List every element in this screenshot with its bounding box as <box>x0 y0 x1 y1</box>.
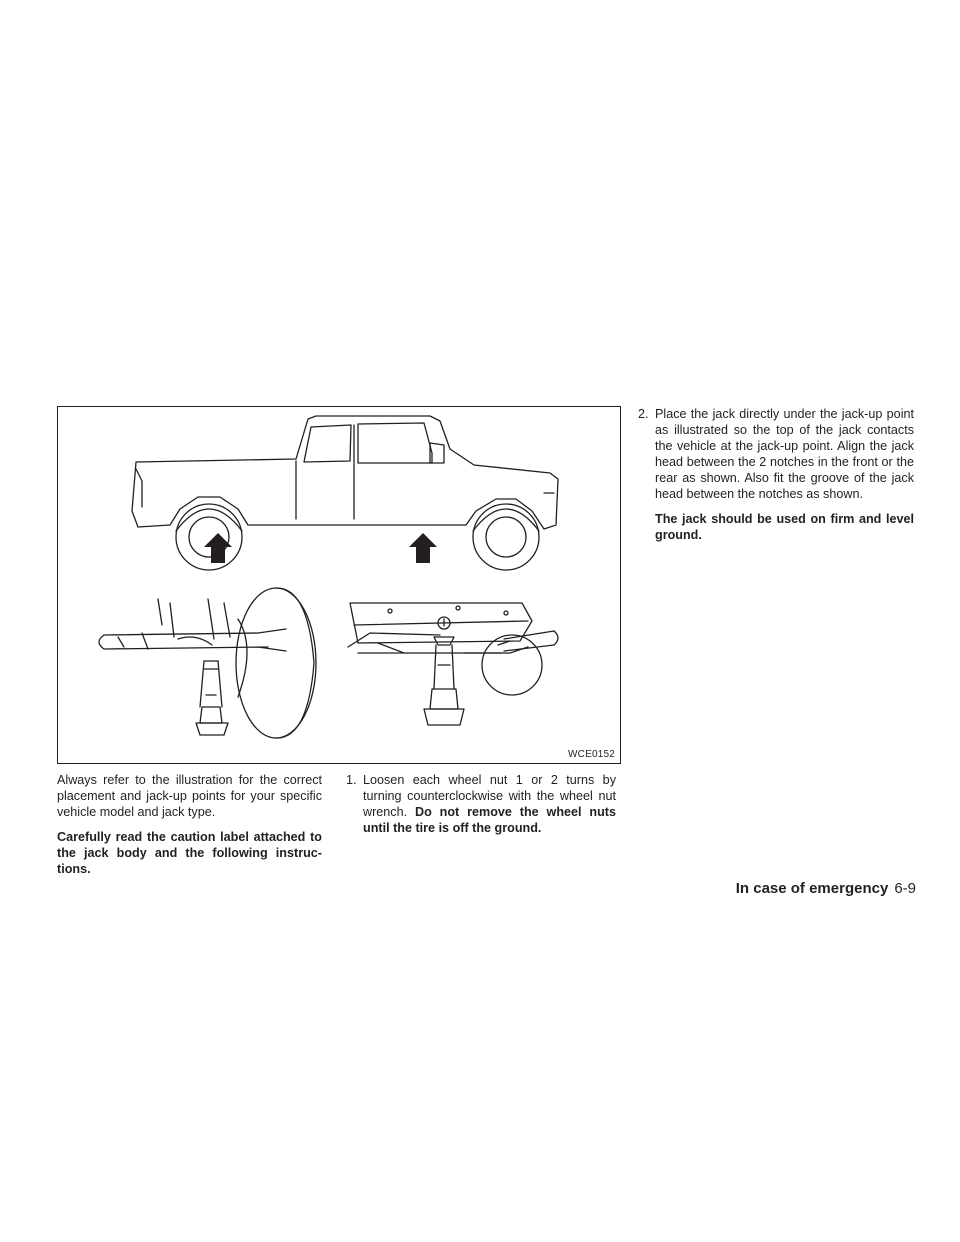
caution-text: Carefully read the caution label attached to the jack body and the following instruc-tions. <box>57 830 322 876</box>
step-1-warning: Do not remove the wheel nuts until the tire is off the ground. <box>363 805 616 835</box>
jack-up-points-illustration <box>57 406 621 764</box>
step-2-column <box>638 406 914 552</box>
front-frame-jack-detail <box>348 603 558 725</box>
step-1 <box>346 772 616 836</box>
step-2-number: 2. <box>638 407 649 421</box>
step-2-note: The jack should be used on firm and level ground. <box>655 512 914 542</box>
page-number: 6-9 <box>894 880 916 897</box>
rear-axle-jack-detail <box>99 588 316 738</box>
step-1-text: Loosen each wheel nut 1 or 2 turns by turning counterclockwise with the wheel nut wrench. <box>363 773 616 819</box>
figure-code: WCE0152 <box>568 749 615 760</box>
section-title: In case of emergency <box>735 880 889 897</box>
intro-column <box>57 772 322 886</box>
step-1-column <box>346 772 616 845</box>
step-1-number: 1. <box>346 773 357 787</box>
page-footer <box>736 880 916 897</box>
truck-side-view <box>132 416 558 570</box>
jack-point-arrow-icon <box>204 533 437 563</box>
intro-text: Always refer to the illustration for the correct placement and jack-up points for your specific vehicle model and jack type. <box>57 773 322 819</box>
step-2-text: Place the jack directly under the jack-up point as illustrated so the top of the jack contacts the vehicle at the jack-up point. Align the jack head between the 2 notches in the front or the rear as shown. Also fit the groove of the jack head between the notches as shown. <box>655 407 914 501</box>
step-2 <box>638 406 914 502</box>
